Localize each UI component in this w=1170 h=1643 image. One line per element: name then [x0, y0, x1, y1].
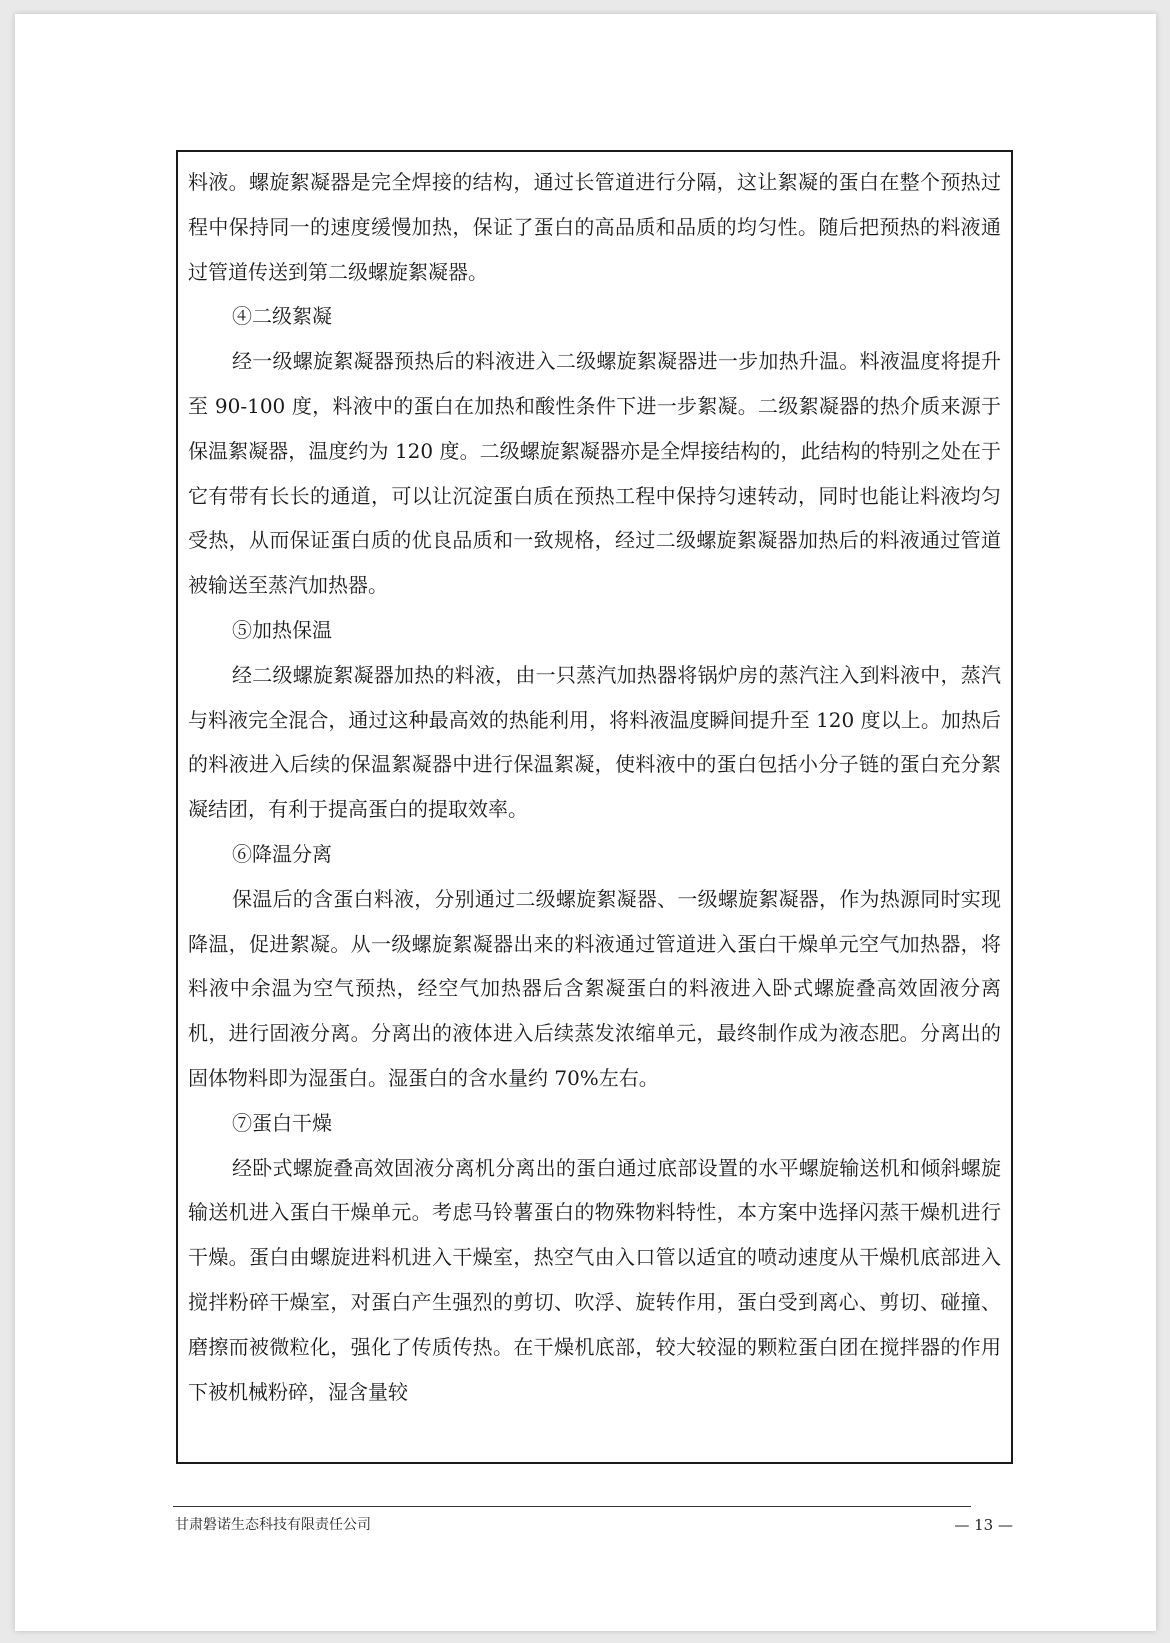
body-paragraph: 保温后的含蛋白料液，分别通过二级螺旋絮凝器、一级螺旋絮凝器，作为热源同时实现降温，促进絮凝。从一级螺旋絮凝器出来的料液通过管道进入蛋白干燥单元空气加热器，将料液中余温为空气预热，经空气加热器后含絮凝蛋白的料液进入卧式螺旋叠高效固液分离机，进行固液分离。分离出的液体进入后续蒸发浓缩单元，最终制作成为液态肥。分离出的固体物料即为湿蛋白。湿蛋白的含水量约 70%左右。 [188, 886, 1001, 1090]
section-heading: ⑥降温分离 [232, 841, 332, 866]
body-paragraph: 经一级螺旋絮凝器预热后的料液进入二级螺旋絮凝器进一步加热升温。料液温度将提升至 90-100 度，料液中的蛋白在加热和酸性条件下进一步絮凝。二级絮凝器的热介质来源于保温絮凝器，温度约为 120 度。二级螺旋絮凝器亦是全焊接结构的，此结构的特别之处在于它有带有长长的通道，可以让沉淀蛋白质在预热工程中保持匀速转动，同时也能让料液均匀受热，从而保证蛋白质的优良品质和一致规格，经过二级螺旋絮凝器加热后的料液通过管道被输送至蒸汽加热器。 [188, 349, 1001, 598]
footer-company-name: 甘肃磐诺生态科技有限责任公司 [175, 1517, 371, 1533]
content-frame [176, 150, 1013, 1464]
page-number: — 13 — [954, 1516, 1013, 1534]
section-heading: ④二级絮凝 [232, 304, 332, 329]
footer-divider [173, 1506, 971, 1507]
body-paragraph: 料液。螺旋絮凝器是完全焊接的结构，通过长管道进行分隔，这让絮凝的蛋白在整个预热过程中保持同一的速度缓慢加热，保证了蛋白的高品质和品质的均匀性。随后把预热的料液通过管道传送到第二级螺旋絮凝器。 [188, 170, 1001, 284]
body-paragraph: 经卧式螺旋叠高效固液分离机分离出的蛋白通过底部设置的水平螺旋输送机和倾斜螺旋输送机进入蛋白干燥单元。考虑马铃薯蛋白的物殊物料特性，本方案中选择闪蒸干燥机进行干燥。蛋白由螺旋进料机进入干燥室，热空气由入口管以适宜的喷动速度从干燥机底部进入搅拌粉碎干燥室，对蛋白产生强烈的剪切、吹浮、旋转作用，蛋白受到离心、剪切、碰撞、磨擦而被微粒化，强化了传质传热。在干燥机底部，较大较湿的颗粒蛋白团在搅拌器的作用下被机械粉碎，湿含量较 [188, 1155, 1001, 1404]
document-page [15, 14, 1156, 1631]
section-heading: ⑤加热保温 [232, 617, 332, 642]
body-paragraph: 经二级螺旋絮凝器加热的料液，由一只蒸汽加热器将锅炉房的蒸汽注入到料液中，蒸汽与料液完全混合，通过这种最高效的热能利用，将料液温度瞬间提升至 120 度以上。加热后的料液进入后续的保温絮凝器中进行保温絮凝，使料液中的蛋白包括小分子链的蛋白充分絮凝结团，有利于提高蛋白的提取效率。 [188, 662, 1001, 822]
section-heading: ⑦蛋白干燥 [232, 1110, 332, 1135]
